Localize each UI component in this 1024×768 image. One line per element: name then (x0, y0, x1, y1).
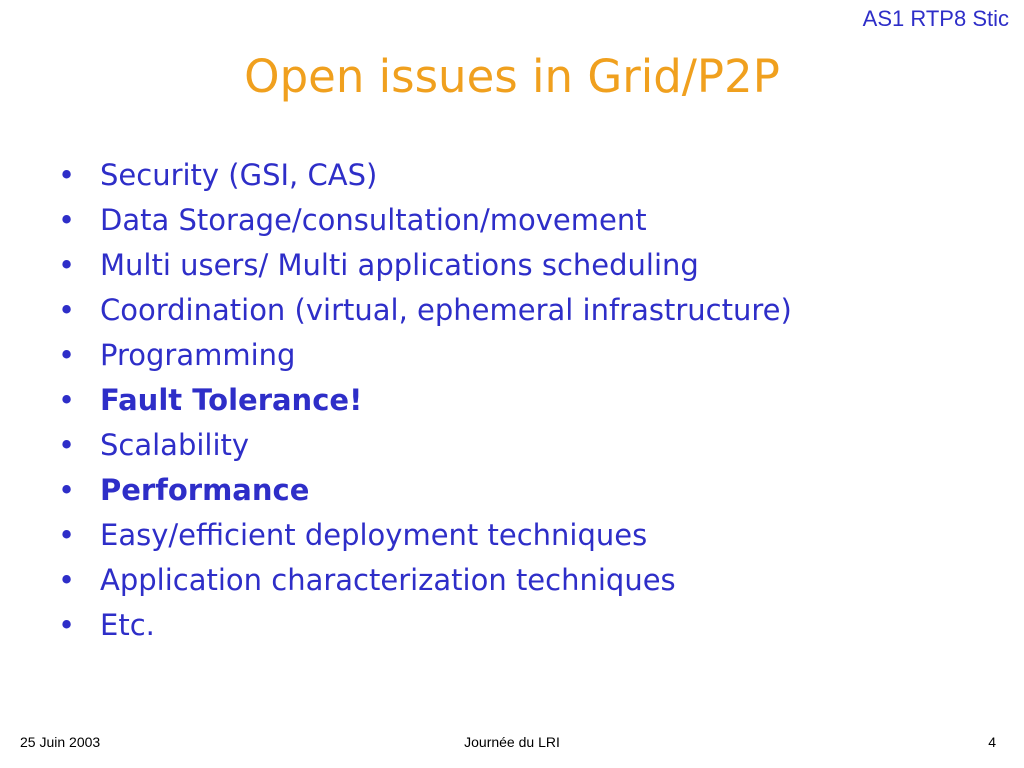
bullet-text: Scalability (100, 428, 250, 462)
bullet-dot-icon: • (58, 338, 76, 372)
bullet-text: Application characterization techniques (100, 563, 676, 597)
bullet-text: Easy/efficient deployment techniques (100, 518, 648, 552)
footer-date: 25 Juin 2003 (20, 734, 101, 750)
list-item (58, 248, 792, 293)
bullet-dot-icon: • (58, 383, 76, 417)
bullet-dot-icon: • (58, 473, 76, 507)
bullet-text: Performance (100, 473, 310, 507)
bullet-dot-icon: • (58, 428, 76, 462)
bullet-dot-icon: • (58, 518, 76, 552)
page-number: 4 (988, 734, 996, 750)
bullet-text: Security (GSI, CAS) (100, 158, 378, 192)
slide-footer (0, 728, 1024, 768)
bullet-dot-icon: • (58, 248, 76, 282)
list-item (58, 518, 792, 563)
list-item (58, 338, 792, 383)
bullet-text: Programming (100, 338, 296, 372)
footer-event: Journée du LRI (464, 734, 560, 750)
bullet-text: Coordination (virtual, ephemeral infrastructure) (100, 293, 792, 327)
bullet-text: Fault Tolerance! (100, 383, 363, 417)
list-item (58, 383, 792, 428)
bullet-text: Multi users/ Multi applications scheduling (100, 248, 699, 282)
list-item (58, 608, 792, 653)
bullet-dot-icon: • (58, 158, 76, 192)
bullet-dot-icon: • (58, 293, 76, 327)
list-item (58, 473, 792, 518)
list-item (58, 563, 792, 608)
corner-tag: AS1 RTP8 Stic (862, 6, 1009, 31)
bullet-list (58, 158, 792, 653)
list-item (58, 428, 792, 473)
list-item (58, 203, 792, 248)
bullet-dot-icon: • (58, 608, 76, 642)
list-item (58, 293, 792, 338)
bullet-dot-icon: • (58, 563, 76, 597)
bullet-dot-icon: • (58, 203, 76, 237)
bullet-text: Etc. (100, 608, 155, 642)
list-item (58, 158, 792, 203)
bullet-text: Data Storage/consultation/movement (100, 203, 647, 237)
slide-title: Open issues in Grid/P2P (244, 50, 780, 103)
